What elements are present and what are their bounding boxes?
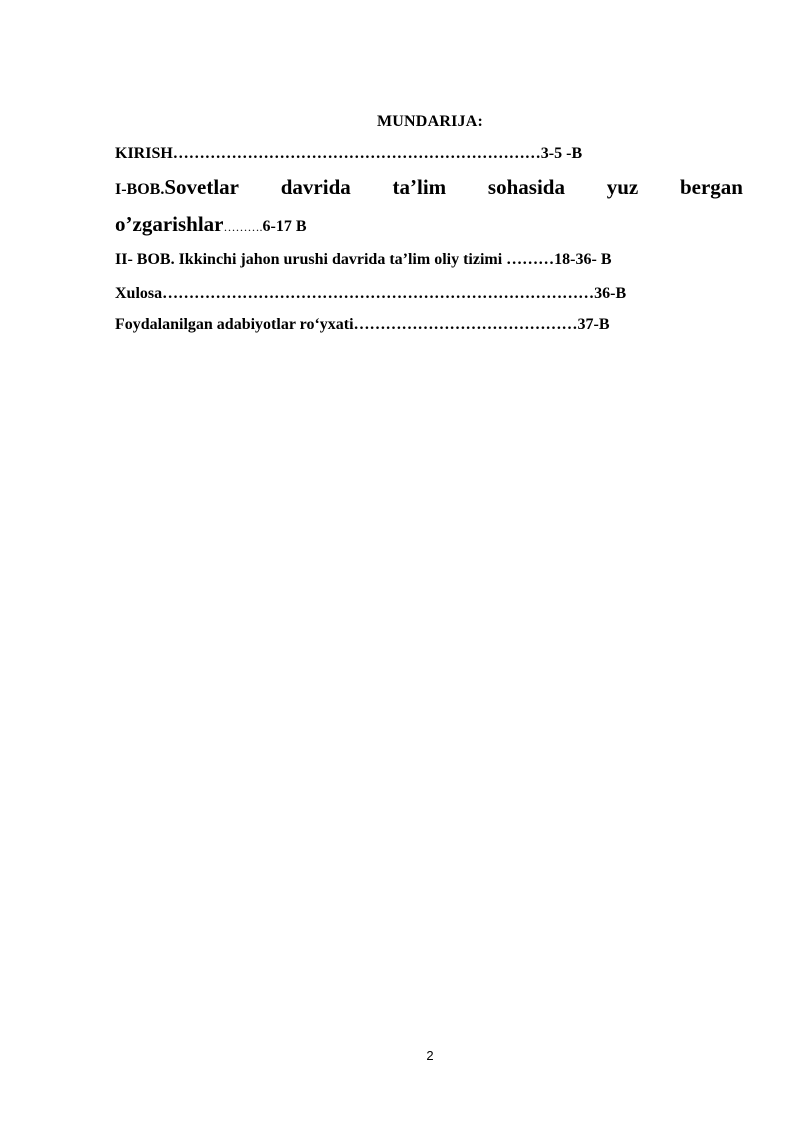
toc-entry-bob1-word-sovetlar: Sovetlar <box>164 175 239 199</box>
toc-entry-kirish: KIRISH……………………………………………………………3-5 -B <box>115 145 583 162</box>
toc-entry-bob2: II- BOB. Ikkinchi jahon urushi davrida ta’lim oliy tizimi ………18-36- B <box>115 251 612 268</box>
toc-entry-bob1-word-4: sohasida <box>487 175 565 199</box>
toc-entry-bob1-page: 6-17 B <box>262 218 307 235</box>
page-number: 2 <box>426 1048 434 1063</box>
toc-entry-bob1-line1 <box>115 175 743 200</box>
toc-entry-bob1-dots: ………. <box>223 220 263 234</box>
toc-entry-bob1-cont-word: o’zgarishlar <box>115 212 224 236</box>
toc-entry-bob1-prefix: I-BOB. <box>115 181 165 198</box>
toc-entry-bob1-line2 <box>115 212 306 237</box>
toc-entry-bob1-word-1 <box>115 175 239 200</box>
toc-entry-xulosa: Xulosa………………………………………………………………………36-B <box>115 285 627 302</box>
toc-entry-bob1-word-2: davrida <box>280 175 351 199</box>
toc-entry-bob1-word-3: ta’lim <box>392 175 447 199</box>
toc-entry-adabiyotlar: Foydalanilgan adabiyotlar ro‘yxati……………………………………37-B <box>115 316 610 333</box>
toc-entry-bob1-word-6: bergan <box>679 175 743 199</box>
toc-entry-bob1-word-5: yuz <box>606 175 639 199</box>
toc-title: MUNDARIJA: <box>377 113 483 130</box>
